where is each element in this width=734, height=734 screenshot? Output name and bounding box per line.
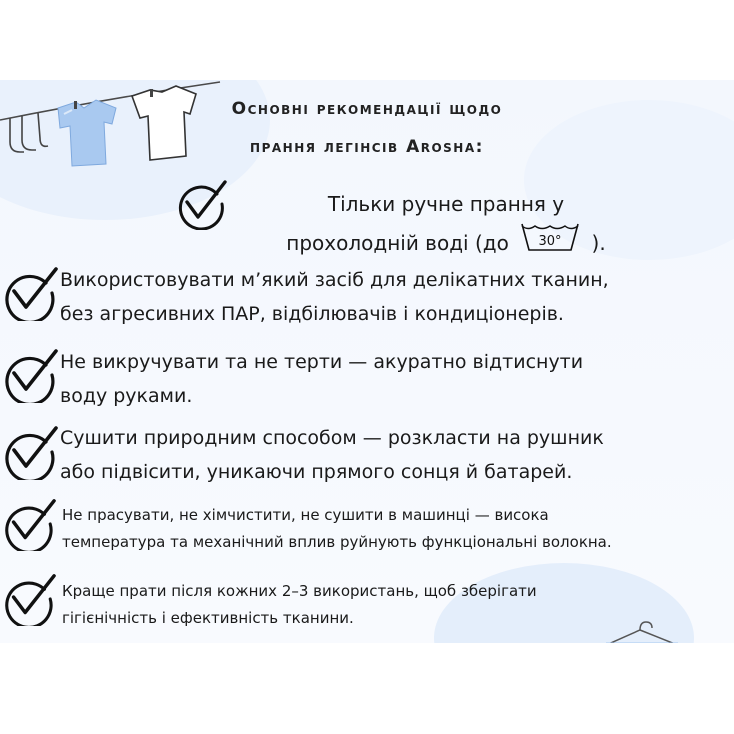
check-mark-icon xyxy=(175,178,227,230)
page-title: Основні рекомендації щодо xyxy=(231,99,503,119)
check-mark-icon xyxy=(2,265,58,321)
hand-wash-suffix: ). xyxy=(591,231,606,255)
recommendation-line: Краще прати після кожних 2–3 використань, щоб зберігати xyxy=(62,582,537,600)
check-mark-icon xyxy=(2,497,56,551)
clothesline-illustration xyxy=(0,80,230,190)
recommendation-line: гігієнічність і ефективність тканини. xyxy=(62,609,354,627)
hand-wash-line-2 xyxy=(246,222,646,267)
recommendation-item xyxy=(62,578,734,632)
recommendation-line: або підвісити, уникаючи прямого сонця й батарей. xyxy=(60,461,573,483)
hand-wash-text xyxy=(246,186,646,267)
check-mark-icon xyxy=(2,347,58,403)
wash-temperature: 30° xyxy=(538,234,562,249)
recommendation-item xyxy=(60,421,732,489)
recommendation-line: температура та механічний вплив руйнують функціональні волокна. xyxy=(62,533,612,551)
hand-wash-30-icon xyxy=(519,220,581,265)
check-mark-icon xyxy=(2,424,58,480)
recommendation-line: Не викручувати та не терти — акуратно відтиснути xyxy=(60,351,584,373)
recommendation-item xyxy=(62,502,734,556)
recommendation-line: без агресивних ПАР, відбілювачів і кондиціонерів. xyxy=(60,303,564,325)
recommendation-line: Не прасувати, не хімчистити, не сушити в машинці — висока xyxy=(62,506,549,524)
hand-wash-line-1: Тільки ручне прання у xyxy=(327,192,565,216)
recommendation-item xyxy=(60,345,732,413)
recommendation-item xyxy=(60,263,732,331)
hand-wash-prefix: прохолодній воді (до xyxy=(286,231,509,255)
page-subtitle: прання легінсів Arosha: xyxy=(250,137,484,157)
recommendation-line: воду руками. xyxy=(60,385,193,407)
check-mark-icon xyxy=(2,572,56,626)
recommendation-line: Сушити природним способом — розкласти на рушник xyxy=(60,427,604,449)
recommendation-line: Використовувати м’який засіб для делікатних тканин, xyxy=(60,269,609,291)
